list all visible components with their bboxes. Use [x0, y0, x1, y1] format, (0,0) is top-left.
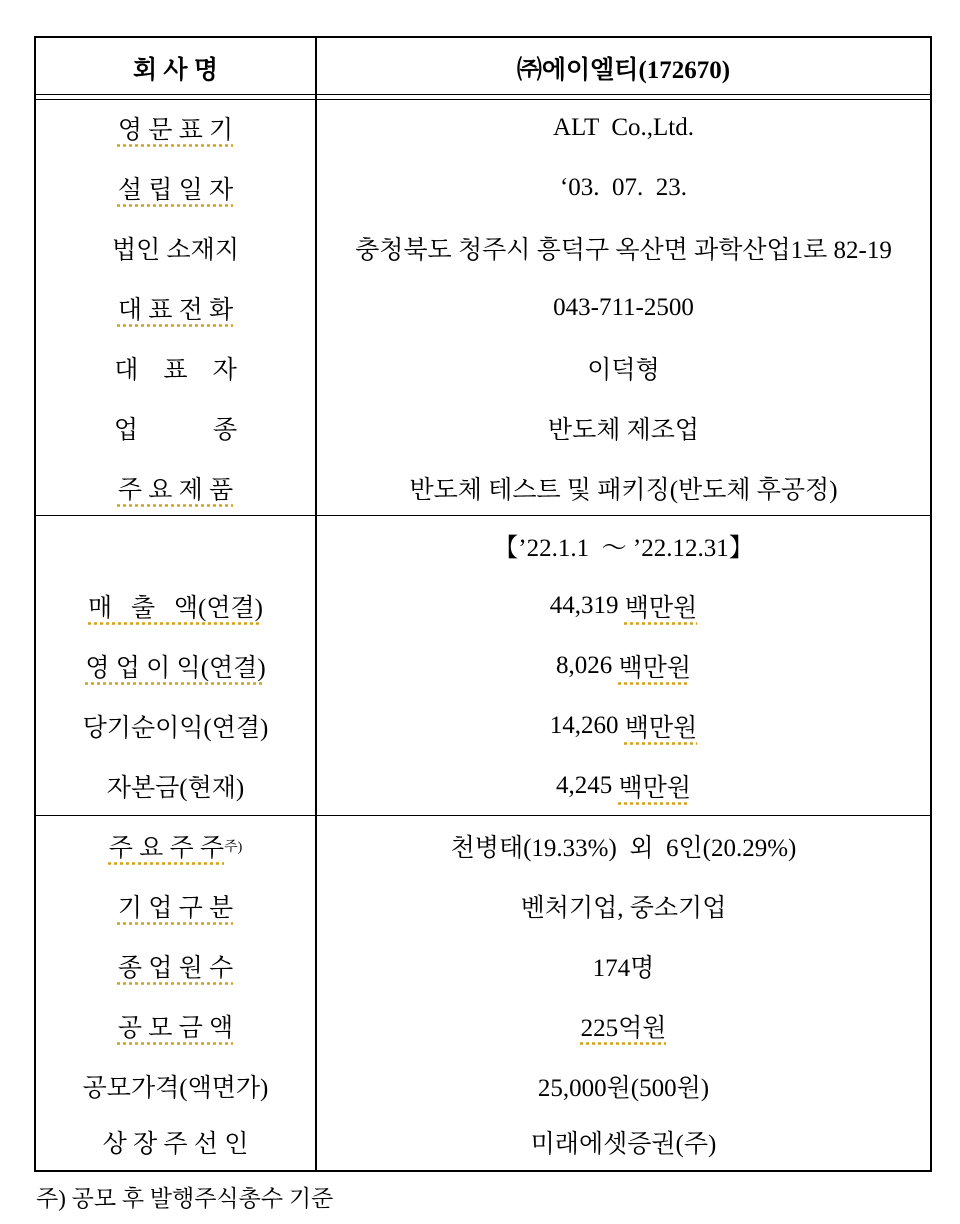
row-label: 매 출 액(연결): [88, 595, 263, 622]
row-value: ‘03. 07. 23.: [559, 174, 688, 201]
row-period: [36, 516, 930, 576]
row-address: [36, 218, 930, 278]
row-label: 공모가격(액면가): [82, 1075, 269, 1102]
row-label: 당기순이익(연결): [82, 715, 269, 742]
row-offering-price: [36, 1056, 930, 1116]
row-label: 설 립 일 자: [117, 177, 234, 204]
row-label: [36, 816, 315, 876]
row-label: 자본금(현재): [106, 775, 245, 802]
amount: 4,245: [556, 772, 613, 799]
row-offering-amount: [36, 996, 930, 1056]
amount: 44,319: [549, 592, 619, 619]
row-english-name: [36, 98, 930, 158]
row-label: 대 표 자: [114, 357, 237, 384]
row-label: 업 종: [113, 417, 238, 444]
amount: 8,026: [556, 652, 613, 679]
unit: 백만원: [618, 655, 691, 682]
row-operating-profit: [36, 636, 930, 696]
row-founded: [36, 158, 930, 218]
row-value: 25,000원(500원): [537, 1075, 710, 1102]
row-value: 174명: [592, 955, 655, 982]
row-label: 법인 소재지: [111, 237, 239, 264]
row-label: 대 표 전 화: [117, 297, 234, 324]
row-value: [317, 696, 930, 756]
shareholder-label: 주 요 주 주: [108, 835, 225, 862]
row-revenue: [36, 576, 930, 636]
row-value: 충청북도 청주시 흥덕구 옥산면 과학산업1로 82-19: [355, 237, 892, 264]
header-value: ㈜에이엘티(172670): [516, 57, 731, 84]
row-underwriter: [36, 1112, 930, 1172]
row-value: 반도체 제조업: [547, 417, 700, 444]
row-products: [36, 458, 930, 518]
row-net-income: [36, 696, 930, 756]
row-label: 기 업 구 분: [117, 895, 234, 922]
footnote: 주) 공모 후 발행주식총수 기준: [36, 1186, 334, 1211]
row-value: [317, 576, 930, 636]
row-value: 천병태(19.33%) 외 6인(20.29%): [450, 835, 797, 862]
row-value: [317, 636, 930, 696]
row-industry: [36, 398, 930, 458]
row-label: 상 장 주 선 인: [102, 1131, 249, 1158]
header-label: 회 사 명: [133, 57, 218, 84]
row-value: 미래에셋증권(주): [530, 1131, 717, 1158]
row-label: 영 문 표 기: [117, 117, 234, 144]
row-label: 종 업 원 수: [117, 955, 234, 982]
unit: 백만원: [624, 715, 698, 742]
footnote-mark: 주): [224, 840, 243, 855]
row-major-shareholder: [36, 816, 930, 876]
row-company-type: [36, 876, 930, 936]
row-value: ALT Co.,Ltd.: [553, 114, 694, 141]
row-employees: [36, 936, 930, 996]
row-ceo: [36, 338, 930, 398]
amount: 14,260: [549, 712, 619, 739]
row-value: 반도체 테스트 및 패키징(반도체 후공정): [409, 477, 838, 504]
row-value: 벤처기업, 중소기업: [520, 895, 727, 922]
row-value: 225억원: [580, 1015, 667, 1042]
row-capital: [36, 756, 930, 816]
row-phone: [36, 278, 930, 338]
row-value: 043-711-2500: [553, 294, 694, 321]
company-info-table: [34, 36, 932, 1172]
unit: 백만원: [624, 595, 698, 622]
row-value: 이덕형: [587, 357, 660, 384]
financial-period: 【’22.1.1 ～ ’22.12.31】: [493, 535, 754, 562]
row-value: [317, 756, 930, 816]
row-label: 공 모 금 액: [117, 1015, 234, 1042]
row-label: 주 요 제 품: [117, 477, 234, 504]
row-label: 영 업 이 익(연결): [85, 655, 266, 682]
unit: 백만원: [618, 775, 691, 802]
header-row: [36, 38, 930, 98]
